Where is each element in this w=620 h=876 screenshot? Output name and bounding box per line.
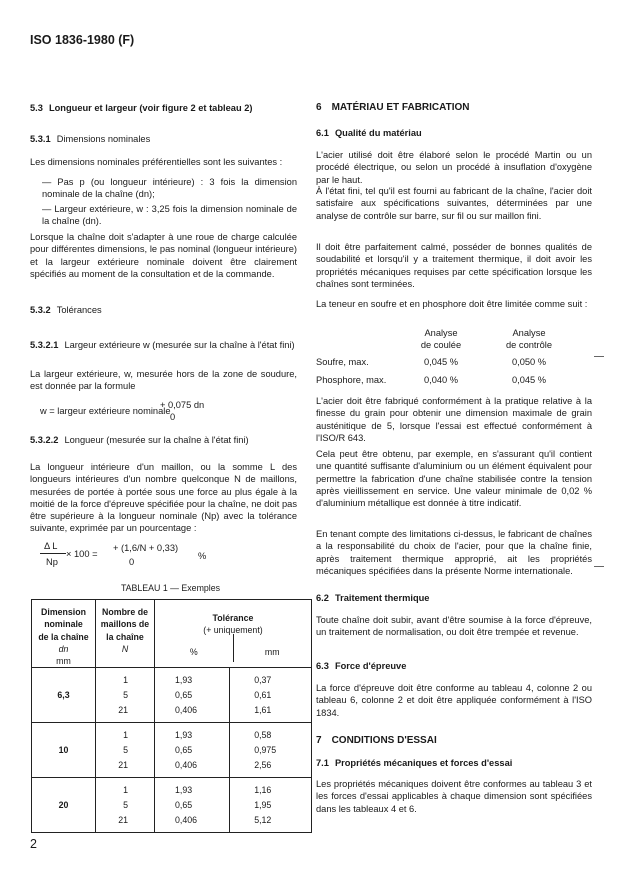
cell-value: 0,58	[254, 730, 272, 741]
cell-pct	[155, 723, 230, 778]
cell-value: 1	[123, 675, 128, 686]
paragraph: L'acier doit être fabriqué conformément à la pratique relative à la finesse du grain pour obtenir une dimension maximale de grain austénitique de 5, lorsque l'essai est effectué conformément à l'ISO/R 643.	[316, 396, 592, 443]
paragraph: Cela peut être obtenu, par exemple, en s'assurant qu'il contient une quantité suffisante d'aluminium ou un élément équivalent pour permettre la fabrication d'une chaîne stabilisée contre la tension après vieillissement en service. Une valeur minimale de 0,02 % d'aluminium métallique est donnée à titre indicatif.	[316, 449, 592, 509]
paragraph: La longueur intérieure d'un maillon, ou la somme L des longueurs intérieures d'un nombre quelconque N de maillons, mesurées de portée à portée sous une force au plus égale à la moitié de la force d'épreuve spécifiée pour la chaîne, ne doit pas être supérieure à la longueur nominale (Np) avec la tolérance suivante, exprimée par un pourcentage :	[30, 462, 297, 534]
header-links: Nombre de maillons de la chaîne N	[96, 600, 155, 668]
col-header-controle: Analyse de contrôle	[506, 328, 552, 351]
list-item: — Largeur extérieure, w : 3,25 fois la dimension nominale de la chaîne (dn).	[42, 204, 297, 227]
formula-width: w = largeur extérieure nominale + 0,075 dn 0	[40, 400, 205, 422]
cell-N	[96, 723, 155, 778]
heading-5-3-1: 5.3.1 Dimensions nominales	[30, 134, 151, 144]
col-header-coulee: Analyse de coulée	[420, 328, 462, 351]
cell-value: 0,406	[175, 705, 198, 716]
paragraph: En tenant compte des limitations ci-dessus, le fabricant de chaînes a la responsabilité du choix de l'acier, pour que la chaîne finie, après traitement thermique approprié, ait les propriétés mécaniques spécifiées dans la présente Norme internationale.	[316, 529, 592, 576]
cell-pct	[155, 668, 230, 723]
cell-value: 1,95	[254, 800, 272, 811]
heading-6-1: 6.1 Qualité du matériau	[316, 128, 422, 138]
heading-5-3: 5.3 Longueur et largeur (voir figure 2 et tableau 2)	[30, 103, 253, 113]
table-group-row	[32, 723, 311, 778]
heading-5-3-2-1: 5.3.2.1 Largeur extérieure w (mesurée sur la chaîne à l'état fini)	[30, 340, 295, 350]
document-header: ISO 1836-1980 (F)	[30, 33, 135, 47]
paragraph: Lorsque la chaîne doit s'adapter à une roue de charge calculée pour différentes dimensions, le pas nominal (longueur intérieure) et la largeur extérieure nominale doivent être clairement spécifiés au moment de la consultation et de la commande.	[30, 232, 297, 279]
table-group-row	[32, 778, 311, 833]
paragraph: La largeur extérieure, w, mesurée hors de la zone de soudure, est donnée par la formule	[30, 369, 297, 392]
cell-N	[96, 668, 155, 723]
margin-mark	[594, 566, 604, 567]
dimension-value: 6,3	[57, 690, 70, 701]
header-tolerance: Tolérance (+ uniquement) % mm	[155, 600, 312, 668]
cell-value: 1	[123, 730, 128, 741]
paragraph: La force d'épreuve doit être conforme au tableau 4, colonne 2 ou tableau 6, colonne 2 et doit être appliquée conformément à l'ISO 1834.	[316, 683, 592, 718]
cell-value: 0,37	[254, 675, 272, 686]
paragraph: Les propriétés mécaniques doivent être conformes au tableau 3 et les forces d'essai applicables à chaque dimension sont spécifiées dans les tableaux 4 et 6.	[316, 779, 592, 814]
cell-value: 1,16	[254, 785, 272, 796]
cell-value: 21	[118, 705, 128, 716]
cell-value: 0,65	[175, 690, 193, 701]
cell-value: 2,56	[254, 760, 272, 771]
formula-length: Δ L Np × 100 = + (1,6/N + 0,33) 0 %	[40, 540, 290, 570]
cell-value: 0,406	[175, 815, 198, 826]
cell-pct	[155, 778, 230, 833]
cell-N	[96, 778, 155, 833]
cell-value: 1,93	[175, 785, 193, 796]
table-examples	[31, 599, 312, 833]
heading-5-3-2: 5.3.2 Tolérances	[30, 305, 102, 315]
heading-7: 7 CONDITIONS D'ESSAI	[316, 735, 437, 746]
cell-dimension	[32, 778, 96, 833]
paragraph: L'acier utilisé doit être élaboré selon le procédé Martin ou un procédé électrique, ou selon un procédé à insuflation d'oxygène par le haut.	[316, 150, 592, 185]
heading-6: 6 MATÉRIAU ET FABRICATION	[316, 102, 470, 113]
paragraph: À l'état fini, tel qu'il est fourni au fabricant de la chaîne, l'acier doit satisfaire aux spécifications suivantes, déterminées par une analyse de contrôle sur barre, sur fil ou sur maillon fini.	[316, 186, 592, 221]
paragraph: Il doit être parfaitement calmé, posséder de bonnes qualités de soudabilité et lorsqu'il y a traitement thermique, il doit avoir les propriétés mécaniques requises par cette spécification lorsque les chaînes sont terminées.	[316, 242, 592, 289]
cell-dimension	[32, 668, 96, 723]
cell-value: 0,975	[254, 745, 277, 756]
cell-value: 5	[123, 800, 128, 811]
cell-value: 5	[123, 745, 128, 756]
cell-value: 1,61	[254, 705, 272, 716]
header-dimension: Dimension nominale de la chaîne dn mm	[38, 607, 89, 667]
heading-6-3: 6.3 Force d'épreuve	[316, 661, 407, 671]
cell-value: 21	[118, 760, 128, 771]
table-caption: TABLEAU 1 — Exemples	[120, 583, 221, 593]
paragraph: La teneur en soufre et en phosphore doit être limitée comme suit :	[316, 299, 588, 309]
cell-value: 1,93	[175, 730, 193, 741]
dimension-value: 20	[58, 800, 69, 811]
table-group-row	[32, 668, 311, 723]
fraction-bar	[40, 553, 66, 554]
cell-value: 0,65	[175, 800, 193, 811]
margin-mark	[594, 356, 604, 357]
heading-7-1: 7.1 Propriétés mécaniques et forces d'essai	[316, 758, 513, 768]
page-number: 2	[30, 837, 37, 851]
cell-value: 0,65	[175, 745, 193, 756]
dimension-value: 10	[58, 745, 69, 756]
cell-value: 0,406	[175, 760, 198, 771]
heading-6-2: 6.2 Traitement thermique	[316, 593, 430, 603]
cell-value: 0,61	[254, 690, 272, 701]
cell-dimension	[32, 723, 96, 778]
cell-mm	[230, 668, 311, 723]
analysis-table: Analyse de coulée Analyse de contrôle Soufre, max. 0,045 % 0,050 % Phosphore, max. 0,040 % 0,045 %	[316, 327, 592, 391]
paragraph: Les dimensions nominales préférentielles sont les suivantes :	[30, 157, 283, 167]
cell-mm	[230, 723, 311, 778]
heading-5-3-2-2: 5.3.2.2 Longueur (mesurée sur la chaîne à l'état fini)	[30, 435, 249, 445]
cell-mm	[230, 778, 311, 833]
cell-value: 1,93	[175, 675, 193, 686]
list-item: — Pas p (ou longueur intérieure) : 3 fois la dimension nominale de la chaîne (dn);	[42, 177, 297, 200]
paragraph: Toute chaîne doit subir, avant d'être soumise à la force d'épreuve, un traitement de normalisation, ou doit être trempée et revenue.	[316, 615, 592, 638]
cell-value: 5,12	[254, 815, 272, 826]
cell-value: 1	[123, 785, 128, 796]
table-header-row	[32, 600, 311, 668]
cell-value: 5	[123, 690, 128, 701]
cell-value: 21	[118, 815, 128, 826]
